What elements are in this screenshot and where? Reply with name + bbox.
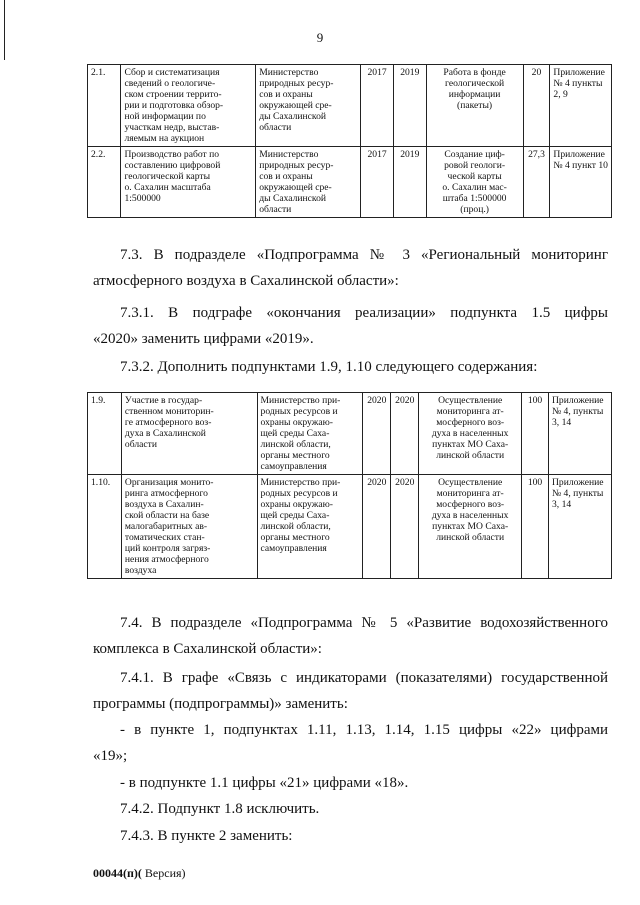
cell-line: духа в населенных (431, 510, 509, 521)
cell-line: томатических стан- (124, 532, 205, 543)
cell-line: Министерство при- (260, 477, 341, 488)
paragraph-7-3-2: 7.3.2. Дополнить подпунктами 1.9, 1.10 следующего содержания: (120, 359, 538, 375)
cell-line: охраны окружаю- (260, 499, 333, 510)
cell-line: охраны окружаю- (260, 417, 333, 428)
cell-row-number: 1.9. (88, 393, 122, 475)
table-row (88, 147, 612, 218)
paragraph-7-4-3: 7.4.3. В пункте 2 заменить: (120, 828, 293, 844)
cell-line: органы местного (260, 450, 330, 461)
cell-line: области (124, 439, 157, 450)
cell-end-year: 2020 (391, 393, 419, 475)
cell-result (426, 147, 523, 218)
cell-line: Министерство (259, 67, 319, 78)
paragraph-7-4-line-1: 7.4. В подразделе «Подпрограмма № 5 «Развитие водохозяйственного (120, 615, 608, 631)
paragraph-7-4-1-line-2: программы (подпрограммы)» заменить: (93, 696, 348, 712)
cell-line: Приложение (553, 67, 605, 78)
cell-executor (257, 393, 363, 475)
cell-line: Министерство при- (260, 395, 341, 406)
cell-activity-name (121, 393, 257, 475)
cell-value: 27,3 (523, 147, 550, 218)
cell-line: 3, 14 (551, 417, 572, 428)
cell-start-year: 2017 (361, 65, 394, 147)
cell-line: пунктах МО Саха- (432, 439, 509, 450)
list-item-1-line-2: «19»; (93, 748, 128, 764)
cell-line: мониторинга ат- (436, 406, 504, 417)
cell-line: геологической карты (124, 171, 211, 182)
cell-line: родных ресурсов и (260, 406, 338, 417)
cell-line: мониторинга ат- (436, 488, 504, 499)
cell-line: Сбор и систематизация (124, 67, 220, 78)
cell-line: ций контроля загряз- (124, 543, 211, 554)
cell-line: духа в населенных (431, 428, 509, 439)
paragraph-7-3-1 (93, 300, 608, 352)
cell-line: № 4 пункты (553, 78, 603, 89)
footer-code: 00044(п)( (93, 866, 142, 880)
cell-line: ринга атмосферного (124, 488, 208, 499)
cell-line: ды Сахалинской (259, 193, 327, 204)
cell-line: сов и охраны (259, 171, 313, 182)
cell-activity-name (121, 475, 257, 579)
table-row (88, 475, 612, 579)
cell-line: ческой карты (447, 171, 502, 182)
cell-line: № 4 пункт 10 (553, 160, 608, 171)
cell-line: о. Сахалин масштаба (124, 182, 211, 193)
cell-line: мосферного воз- (436, 417, 505, 428)
cell-line: штаба 1:500000 (442, 193, 507, 204)
cell-line: самоуправления (260, 461, 327, 472)
cell-line: Приложение (551, 395, 604, 406)
cell-line: мосферного воз- (436, 499, 505, 510)
cell-value: 100 (522, 475, 549, 579)
paragraph-7-4-2: 7.4.2. Подпункт 1.8 исключить. (120, 801, 320, 817)
cell-line: 3, 14 (551, 499, 572, 510)
cell-indicator-link (550, 147, 612, 218)
cell-line: составлению цифровой (124, 160, 221, 171)
table-row (88, 393, 612, 475)
paragraph-7-4-line-2: комплекса в Сахалинской области»: (93, 641, 322, 657)
cell-line: Осуществление (438, 395, 503, 406)
cell-line: 2, 9 (553, 89, 568, 100)
cell-end-year: 2019 (393, 147, 426, 218)
footer-version: Версия) (141, 866, 186, 880)
cell-executor (256, 147, 361, 218)
cell-line: линской области, (260, 521, 331, 532)
cell-line: линской области (436, 532, 505, 543)
cell-result (419, 475, 522, 579)
cell-line: Работа в фонде (443, 67, 506, 78)
cell-line: рии и подготовка обзор- (124, 100, 224, 111)
cell-line: воздуха (124, 565, 157, 576)
cell-line: нения атмосферного (124, 554, 209, 565)
table-row (88, 65, 612, 147)
paragraph-7-3-1-line-1: 7.3.1. В подграфе «окончания реализации» подпункта 1.5 цифры (120, 305, 608, 321)
paragraph-7-3-line-2: атмосферного воздуха в Сахалинской области»: (93, 273, 399, 289)
cell-line: природных ресур- (259, 78, 334, 89)
cell-line: (проц.) (460, 204, 489, 215)
cell-activity-name (121, 65, 256, 147)
document-footer (93, 866, 186, 881)
page-number: 9 (316, 30, 324, 45)
cell-line: 1:500000 (124, 193, 161, 204)
cell-line: Министерство (259, 149, 319, 160)
cell-line: информации (448, 89, 501, 100)
cell-indicator-link (548, 475, 611, 579)
cell-line: окружающей сре- (259, 100, 332, 111)
cell-line: ровой геологи- (444, 160, 506, 171)
cell-executor (257, 475, 363, 579)
cell-start-year: 2017 (361, 147, 394, 218)
cell-line: Организация монито- (124, 477, 214, 488)
cell-row-number: 1.10. (88, 475, 122, 579)
cell-line: ной информации по (124, 111, 206, 122)
cell-line: ственном мониторин- (124, 406, 214, 417)
cell-indicator-link (550, 65, 612, 147)
cell-line: линской области (436, 450, 505, 461)
paragraph-7-4-1 (93, 665, 608, 717)
list-item-1-line-1: - в пункте 1, подпунктах 1.11, 1.13, 1.14, 1.15 цифры «22» цифрами (120, 722, 608, 738)
cell-row-number: 2.2. (88, 147, 121, 218)
cell-line: окружающей сре- (259, 182, 332, 193)
cell-line: геологической (445, 78, 505, 89)
cell-line: № 4, пункты (551, 488, 604, 499)
cell-line: ском строении террито- (124, 89, 222, 100)
cell-row-number: 2.1. (88, 65, 121, 147)
cell-executor (256, 65, 361, 147)
cell-line: щей среды Саха- (260, 510, 330, 521)
cell-line: сведений о геологиче- (124, 78, 216, 89)
table-subprogram-3 (87, 392, 612, 579)
cell-value: 20 (523, 65, 550, 147)
cell-line: линской области, (260, 439, 331, 450)
cell-value: 100 (522, 393, 549, 475)
cell-line: ляемым на аукцион (124, 133, 205, 144)
cell-result (419, 393, 522, 475)
cell-line: щей среды Саха- (260, 428, 330, 439)
cell-line: области (259, 122, 292, 133)
cell-indicator-link (548, 393, 611, 475)
list-item-1-1: - в подпункте 1.1 цифры «21» цифрами «18». (120, 775, 409, 791)
cell-line: духа в Сахалинской (124, 428, 206, 439)
cell-line: самоуправления (260, 543, 327, 554)
cell-line: Создание циф- (444, 149, 505, 160)
cell-start-year: 2020 (363, 475, 391, 579)
cell-line: участкам недр, выстав- (124, 122, 220, 133)
cell-line: Производство работ по (124, 149, 220, 160)
paragraph-7-3-line-1: 7.3. В подразделе «Подпрограмма № 3 «Региональный мониторинг (120, 247, 608, 263)
paragraph-7-4 (93, 610, 608, 662)
cell-result (426, 65, 523, 147)
cell-line: ды Сахалинской (259, 111, 327, 122)
cell-line: сов и охраны (259, 89, 313, 100)
cell-line: Приложение (551, 477, 604, 488)
paragraph-7-3-1-line-2: «2020» заменить цифрами «2019». (93, 331, 314, 347)
table-subprogram-2 (87, 64, 612, 218)
paragraph-7-3 (93, 242, 608, 294)
cell-line: области (259, 204, 292, 215)
cell-line: ге атмосферного воз- (124, 417, 212, 428)
cell-end-year: 2019 (393, 65, 426, 147)
cell-line: № 4, пункты (551, 406, 604, 417)
paragraph-7-4-1-line-1: 7.4.1. В графе «Связь с индикаторами (показателями) государственной (120, 670, 608, 686)
cell-line: о. Сахалин мас- (442, 182, 507, 193)
cell-line: (пакеты) (457, 100, 493, 111)
cell-line: ской области на базе (124, 510, 210, 521)
cell-line: воздуха в Сахалин- (124, 499, 204, 510)
cell-line: органы местного (260, 532, 330, 543)
cell-line: природных ресур- (259, 160, 334, 171)
cell-line: пунктах МО Саха- (432, 521, 509, 532)
cell-start-year: 2020 (363, 393, 391, 475)
cell-end-year: 2020 (391, 475, 419, 579)
cell-line: Приложение (553, 149, 605, 160)
cell-line: родных ресурсов и (260, 488, 338, 499)
list-item-1 (93, 717, 608, 769)
cell-line: Участие в государ- (124, 395, 203, 406)
cell-line: Осуществление (438, 477, 503, 488)
cell-line: малогабаритных ав- (124, 521, 208, 532)
cell-activity-name (121, 147, 256, 218)
